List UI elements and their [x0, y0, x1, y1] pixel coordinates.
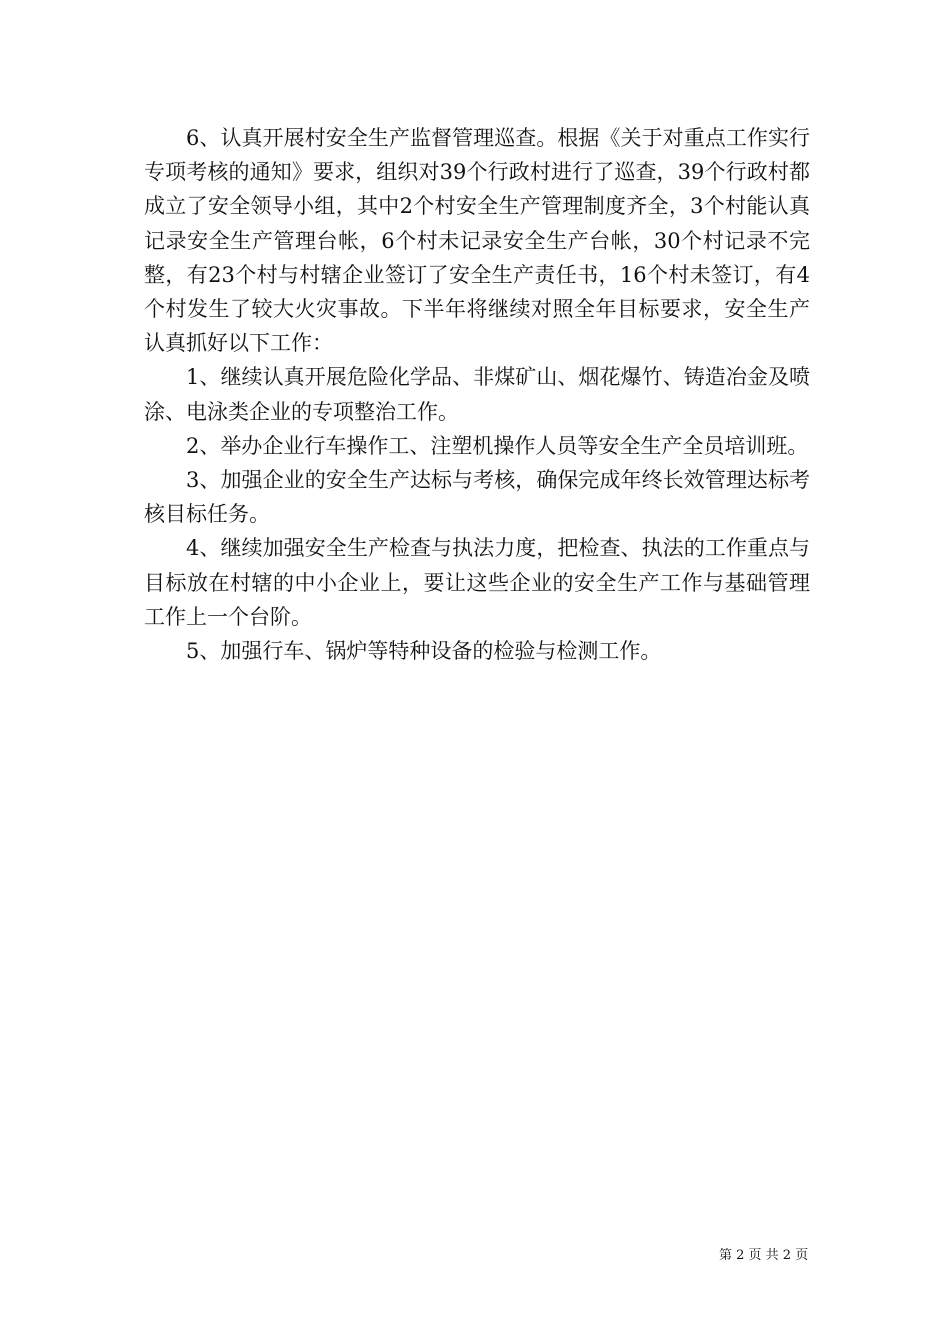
paragraph-inspection-summary: 6、认真开展村安全生产监督管理巡查。根据《关于对重点工作实行专项考核的通知》要求，组织对39个行政村进行了巡查，39个行政村都成立了安全领导小组，其中2个村安全生产管理制度齐全，3个村能认真记录安全生产管理台帐，6个村未记录安全生产台帐，30个村记录不完整，有23个村与村辖企业签订了安全生产责任书，16个村未签订，有4个村发生了较大火灾事故。下半年将继续对照全年目标要求，安全生产认真抓好以下工作：	[144, 126, 810, 356]
paragraph-task-2: 2、举办企业行车操作工、注塑机操作人员等安全生产全员培训班。	[186, 433, 809, 458]
paragraph-task-1: 1、继续认真开展危险化学品、非煤矿山、烟花爆竹、铸造冶金及喷涂、电泳类企业的专项整治工作。	[144, 365, 810, 424]
document-body	[144, 121, 810, 668]
paragraph-task-5: 5、加强行车、锅炉等特种设备的检验与检测工作。	[186, 639, 662, 664]
paragraph-task-4: 4、继续加强安全生产检查与执法力度，把检查、执法的工作重点与目标放在村辖的中小企业上，要让这些企业的安全生产工作与基础管理工作上一个台阶。	[144, 536, 810, 629]
page-number: 第 2 页 共 2 页	[719, 1248, 809, 1263]
paragraph-task-3: 3、加强企业的安全生产达标与考核，确保完成年终长效管理达标考核目标任务。	[144, 468, 810, 527]
